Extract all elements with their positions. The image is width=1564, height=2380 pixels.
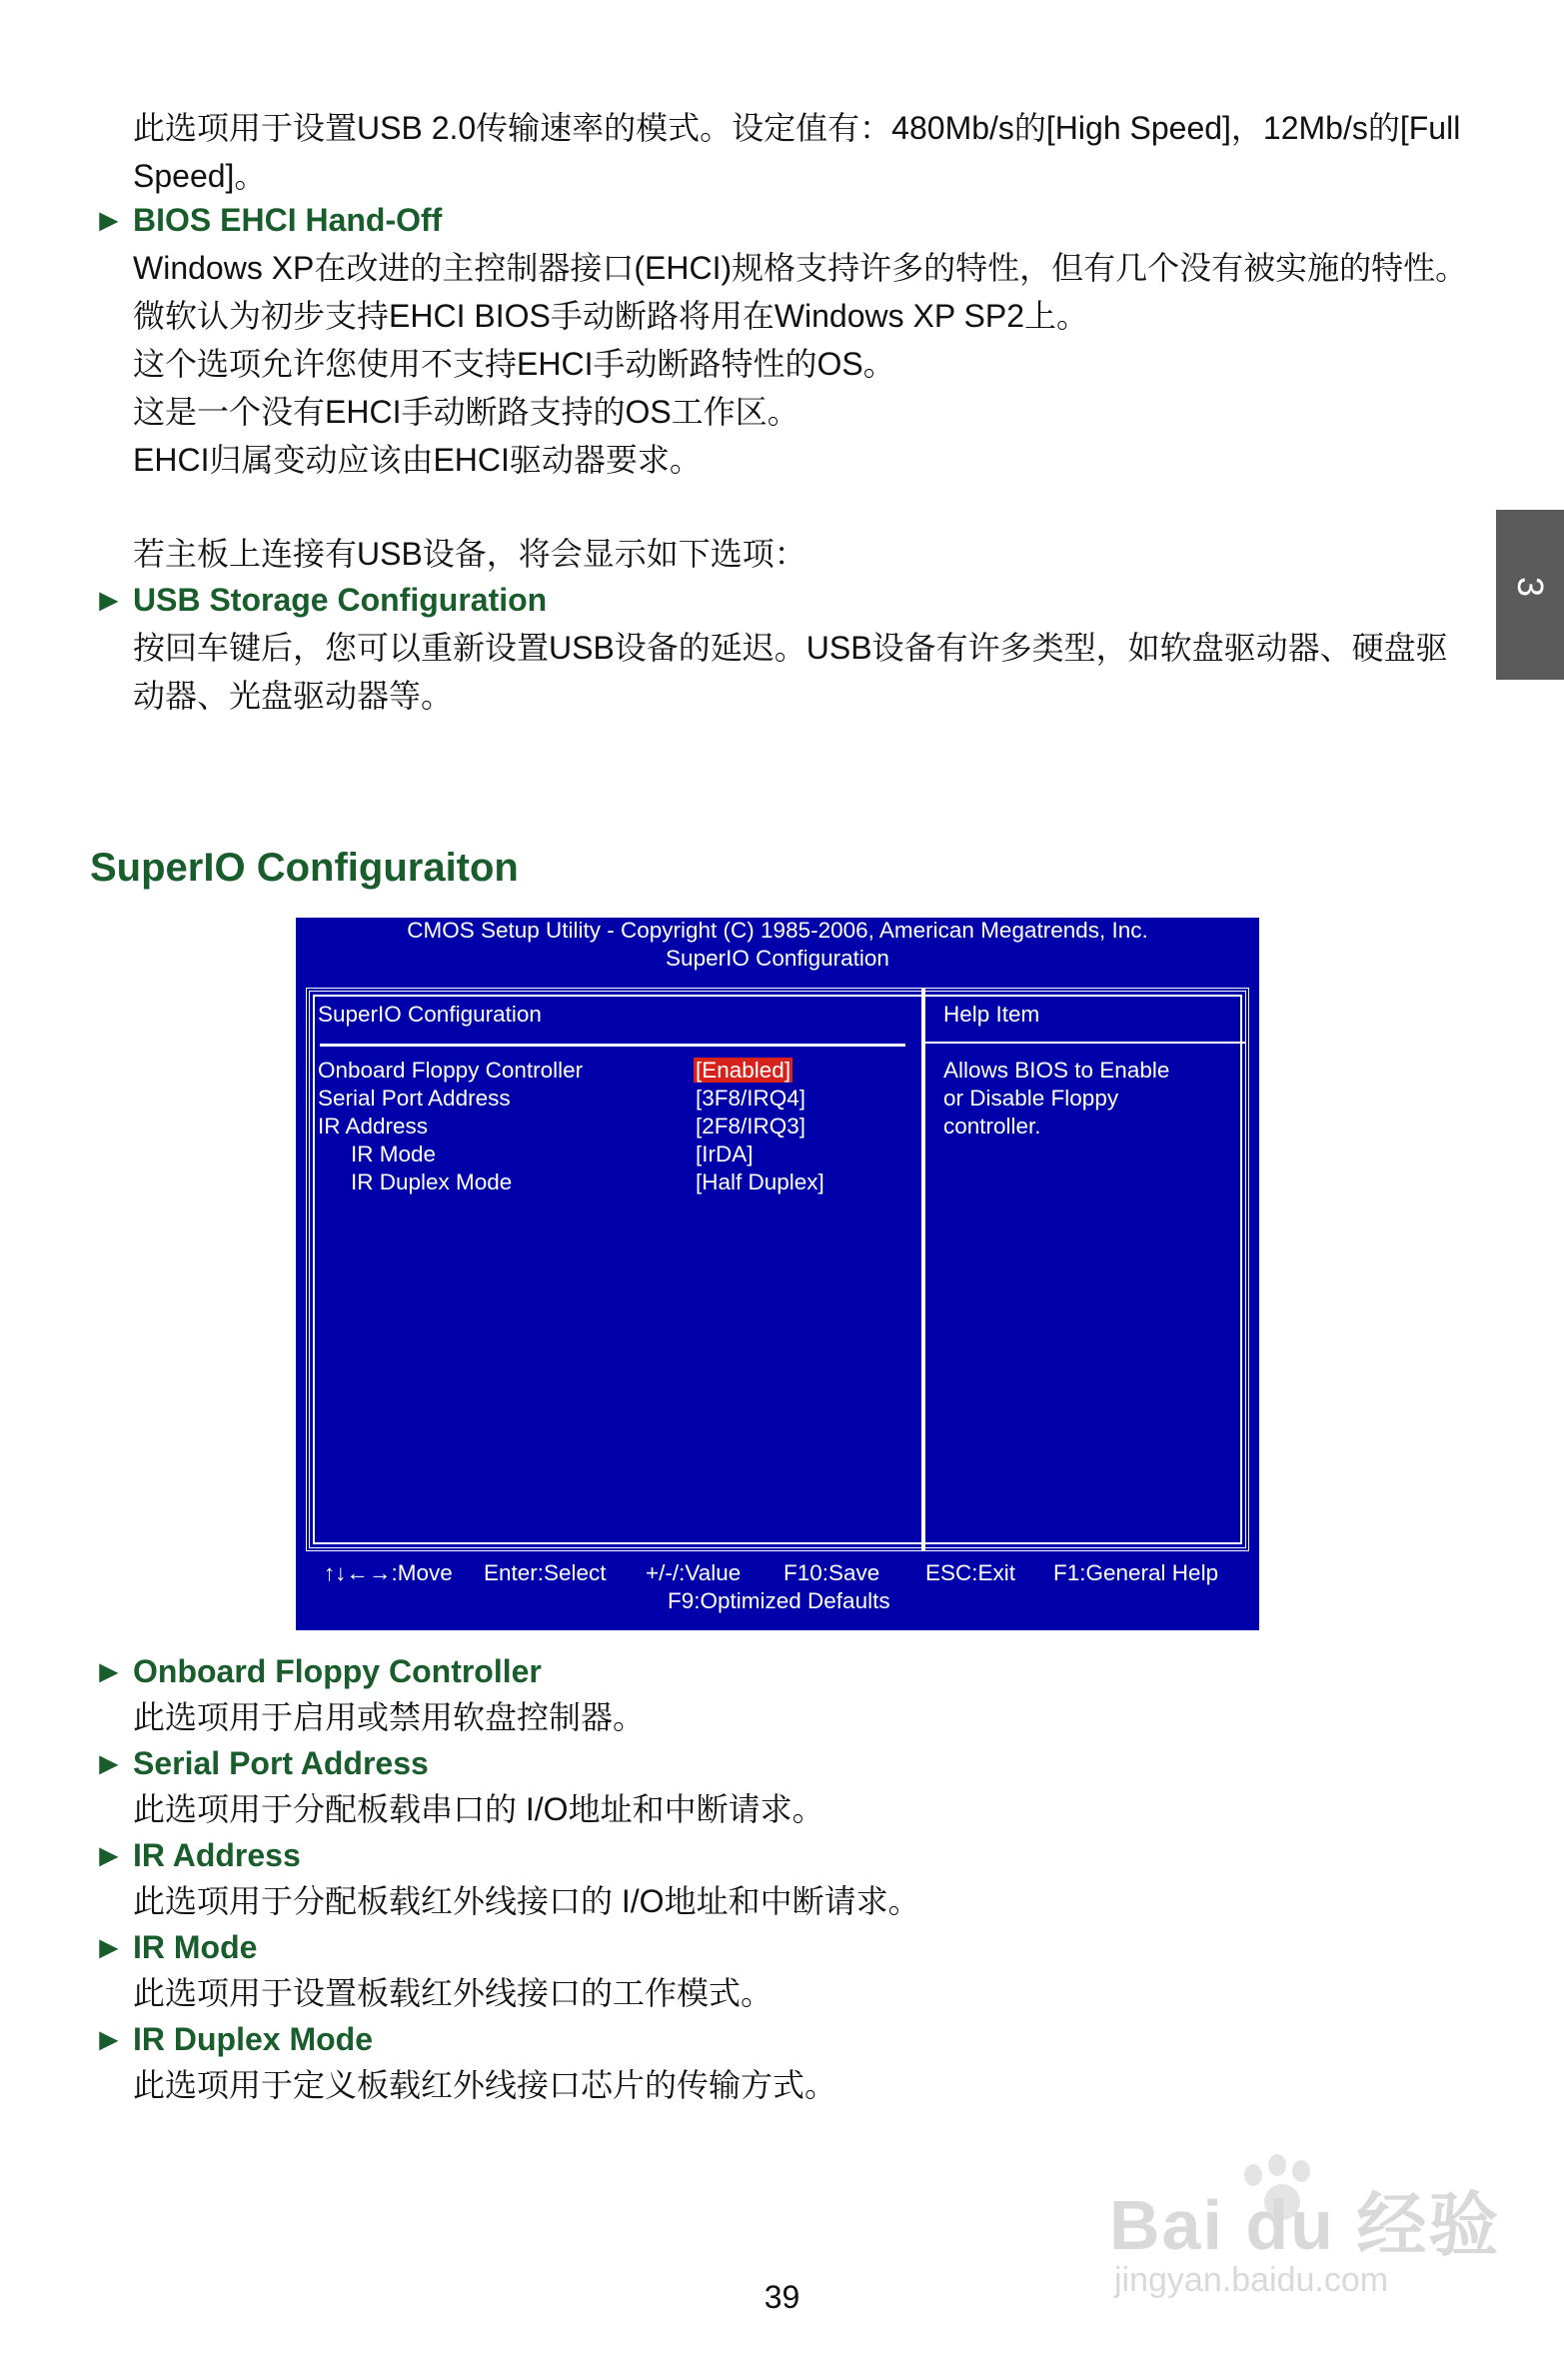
option-heading-serial: [93, 1739, 429, 1787]
bullet-arrow-icon: ►: [93, 1653, 125, 1689]
option-desc-serial: 此选项用于分配板载串口的 I/O地址和中断请求。: [133, 1791, 824, 1827]
option-desc-ir-mode: 此选项用于设置板载红外线接口的工作模式。: [133, 1975, 774, 2011]
section-title: SuperIO Configuraiton: [90, 846, 519, 890]
usb-storage-heading: [93, 576, 547, 624]
ehci-line-4: 这是一个没有EHCI手动断路支持的OS工作区。: [133, 394, 799, 430]
bios-panel-title: SuperIO Configuration: [318, 1002, 542, 1027]
bios-item-floppy[interactable]: Onboard Floppy Controller: [318, 1058, 584, 1083]
option-title: IR Mode: [133, 1929, 258, 1965]
bios-help-underline: [925, 1042, 1245, 1044]
option-heading-ir-duplex: [93, 2015, 373, 2063]
bios-item-ir-address[interactable]: IR Address: [318, 1114, 429, 1139]
option-heading-ir-mode: [93, 1923, 257, 1971]
option-heading-ir-address: [93, 1831, 301, 1879]
ehci-line-3: 这个选项允许您使用不支持EHCI手动断路特性的OS。: [133, 346, 895, 382]
ehci-title: BIOS EHCI Hand-Off: [133, 202, 443, 238]
bios-value-ir-duplex[interactable]: [Half Duplex]: [696, 1170, 824, 1194]
bios-key-exit: ESC:Exit: [925, 1560, 1016, 1585]
ehci-line-2: 微软认为初步支持EHCI BIOS手动断路将用在Windows XP SP2上。: [133, 298, 1089, 334]
option-desc-ir-address: 此选项用于分配板载红外线接口的 I/O地址和中断请求。: [133, 1883, 920, 1919]
bios-selected-value[interactable]: [Enabled]: [696, 1058, 791, 1083]
page-number: 39: [764, 2279, 800, 2315]
watermark-url: jingyan.baidu.com: [1114, 2261, 1389, 2299]
option-title: Serial Port Address: [133, 1745, 429, 1781]
bios-divider: [921, 988, 925, 1551]
bullet-arrow-icon: ►: [93, 1929, 125, 1965]
bios-key-defaults: F9:Optimized Defaults: [668, 1588, 890, 1613]
bios-item-ir-mode[interactable]: IR Mode: [351, 1142, 437, 1167]
bios-panel-underline: [320, 1044, 905, 1047]
ehci-line-5: EHCI归属变动应该由EHCI驱动器要求。: [133, 442, 702, 478]
bios-help-line-2: or Disable Floppy: [943, 1086, 1119, 1111]
bullet-arrow-icon: ►: [93, 1745, 125, 1781]
bullet-arrow-icon: ►: [93, 582, 125, 618]
option-desc-ir-duplex: 此选项用于定义板载红外线接口芯片的传输方式。: [133, 2067, 837, 2103]
bios-header-copyright: CMOS Setup Utility - Copyright (C) 1985-2006, American Megatrends, Inc.: [407, 918, 1148, 943]
intro-line-1: 此选项用于设置USB 2.0传输速率的模式。设定值有：480Mb/s的[High Speed]，12Mb/s的[Full: [133, 110, 1461, 146]
usb-storage-title: USB Storage Configuration: [133, 582, 548, 618]
bios-key-value: +/-/:Value: [646, 1560, 742, 1585]
chapter-number: 3: [1510, 576, 1551, 598]
intro-line-2: Speed]。: [133, 158, 267, 194]
bios-help-title: Help Item: [943, 1002, 1040, 1027]
bios-value-floppy[interactable]: [694, 1058, 792, 1084]
option-title: Onboard Floppy Controller: [133, 1653, 542, 1689]
chapter-tab: [1496, 510, 1564, 680]
option-heading-floppy: [93, 1647, 542, 1695]
bios-key-help: F1:General Help: [1053, 1560, 1219, 1585]
bios-item-serial-port[interactable]: Serial Port Address: [318, 1086, 511, 1111]
option-desc-floppy: 此选项用于启用或禁用软盘控制器。: [133, 1699, 646, 1735]
bios-value-ir-mode[interactable]: [IrDA]: [696, 1142, 754, 1167]
bios-value-serial-port[interactable]: [3F8/IRQ4]: [696, 1086, 806, 1111]
bios-value-ir-address[interactable]: [2F8/IRQ3]: [696, 1114, 806, 1139]
bios-item-ir-duplex[interactable]: IR Duplex Mode: [351, 1170, 513, 1194]
usb-storage-line-1: 按回车键后，您可以重新设置USB设备的延迟。USB设备有许多类型，如软盘驱动器、硬盘驱: [133, 630, 1448, 666]
bios-help-line-1: Allows BIOS to Enable: [943, 1058, 1170, 1083]
bios-screen: [296, 918, 1259, 1630]
bullet-arrow-icon: ►: [93, 2021, 125, 2057]
bullet-arrow-icon: ►: [93, 202, 125, 238]
bios-help-line-3: controller.: [943, 1114, 1041, 1139]
ehci-line-1: Windows XP在改进的主控制器接口(EHCI)规格支持许多的特性，但有几个没有被实施的特性。: [133, 250, 1468, 286]
watermark-logo: Bai du 经验: [1109, 2186, 1501, 2264]
ehci-heading: [93, 196, 442, 244]
usb-note: 若主板上连接有USB设备，将会显示如下选项：: [133, 536, 806, 572]
option-title: IR Duplex Mode: [133, 2021, 374, 2057]
bios-key-move: ↑↓←→:Move: [324, 1560, 453, 1585]
option-title: IR Address: [133, 1837, 301, 1873]
bios-key-save: F10:Save: [783, 1560, 880, 1585]
usb-storage-line-2: 动器、光盘驱动器等。: [133, 678, 454, 714]
bios-key-select: Enter:Select: [484, 1560, 607, 1585]
bullet-arrow-icon: ►: [93, 1837, 125, 1873]
bios-header-title: SuperIO Configuration: [666, 946, 889, 971]
